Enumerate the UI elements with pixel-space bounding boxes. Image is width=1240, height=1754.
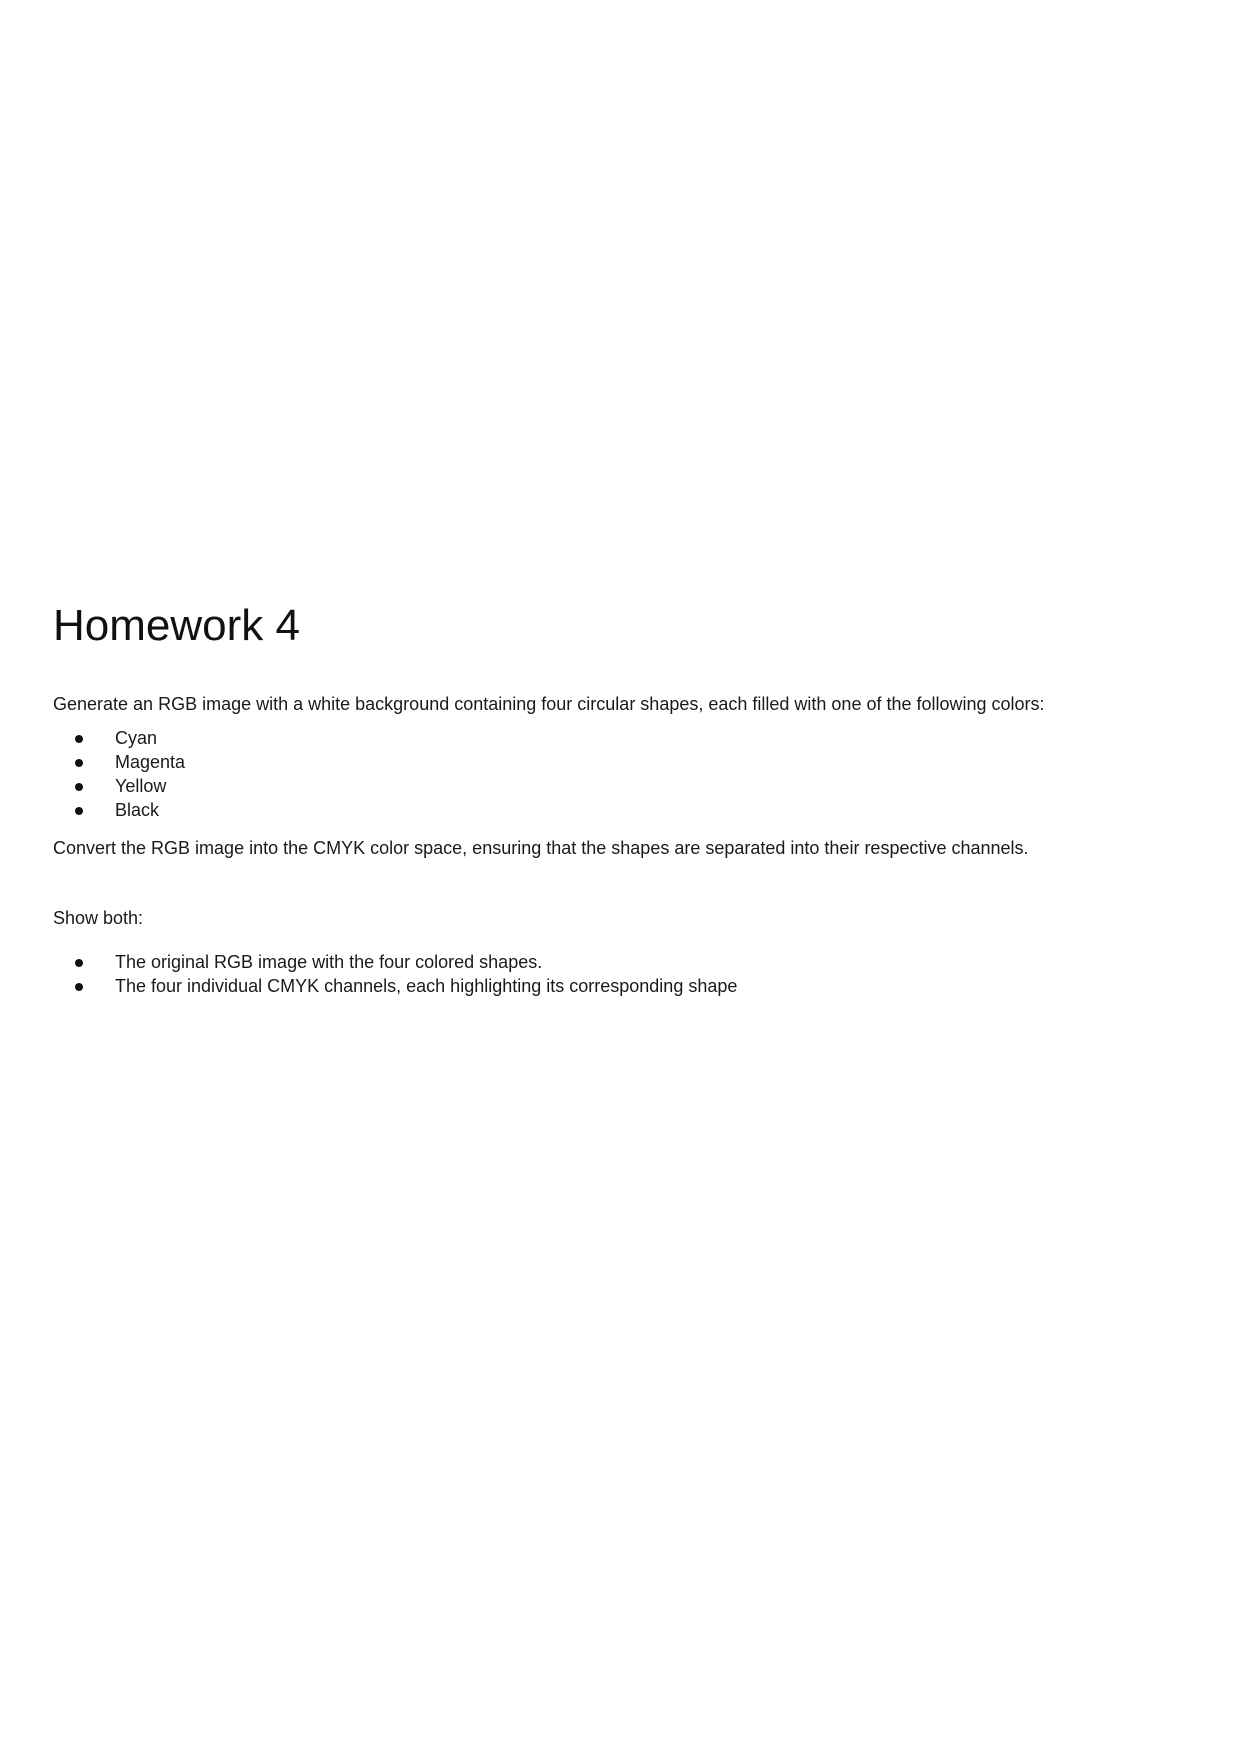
- bullet-icon: [75, 735, 83, 743]
- bullet-icon: [75, 807, 83, 815]
- list-item: [53, 750, 1193, 774]
- deliverable-label: The four individual CMYK channels, each highlighting its corresponding shape: [115, 976, 738, 996]
- color-item-label: Black: [115, 800, 160, 820]
- list-item: [53, 950, 1193, 974]
- list-item: [53, 726, 1193, 750]
- color-item-label: Yellow: [115, 776, 167, 796]
- bullet-icon: [75, 759, 83, 767]
- list-item: [53, 774, 1193, 798]
- bullet-icon: [75, 959, 83, 967]
- color-list: [53, 726, 1193, 822]
- color-item-label: Cyan: [115, 728, 158, 748]
- document-page: [53, 600, 1193, 998]
- list-item: [53, 798, 1193, 822]
- show-both-label: Show both:: [53, 908, 144, 928]
- deliverable-label: The original RGB image with the four colored shapes.: [115, 952, 543, 972]
- deliverables-list: [53, 950, 1193, 998]
- document-title: Homework 4: [53, 601, 300, 650]
- color-item-label: Magenta: [115, 752, 186, 772]
- convert-paragraph: Convert the RGB image into the CMYK color space, ensuring that the shapes are separated into their respective channels.: [53, 838, 1029, 858]
- intro-paragraph: Generate an RGB image with a white background containing four circular shapes, each filled with one of the following colors:: [53, 694, 1045, 714]
- list-item: [53, 974, 1193, 998]
- bullet-icon: [75, 783, 83, 791]
- bullet-icon: [75, 983, 83, 991]
